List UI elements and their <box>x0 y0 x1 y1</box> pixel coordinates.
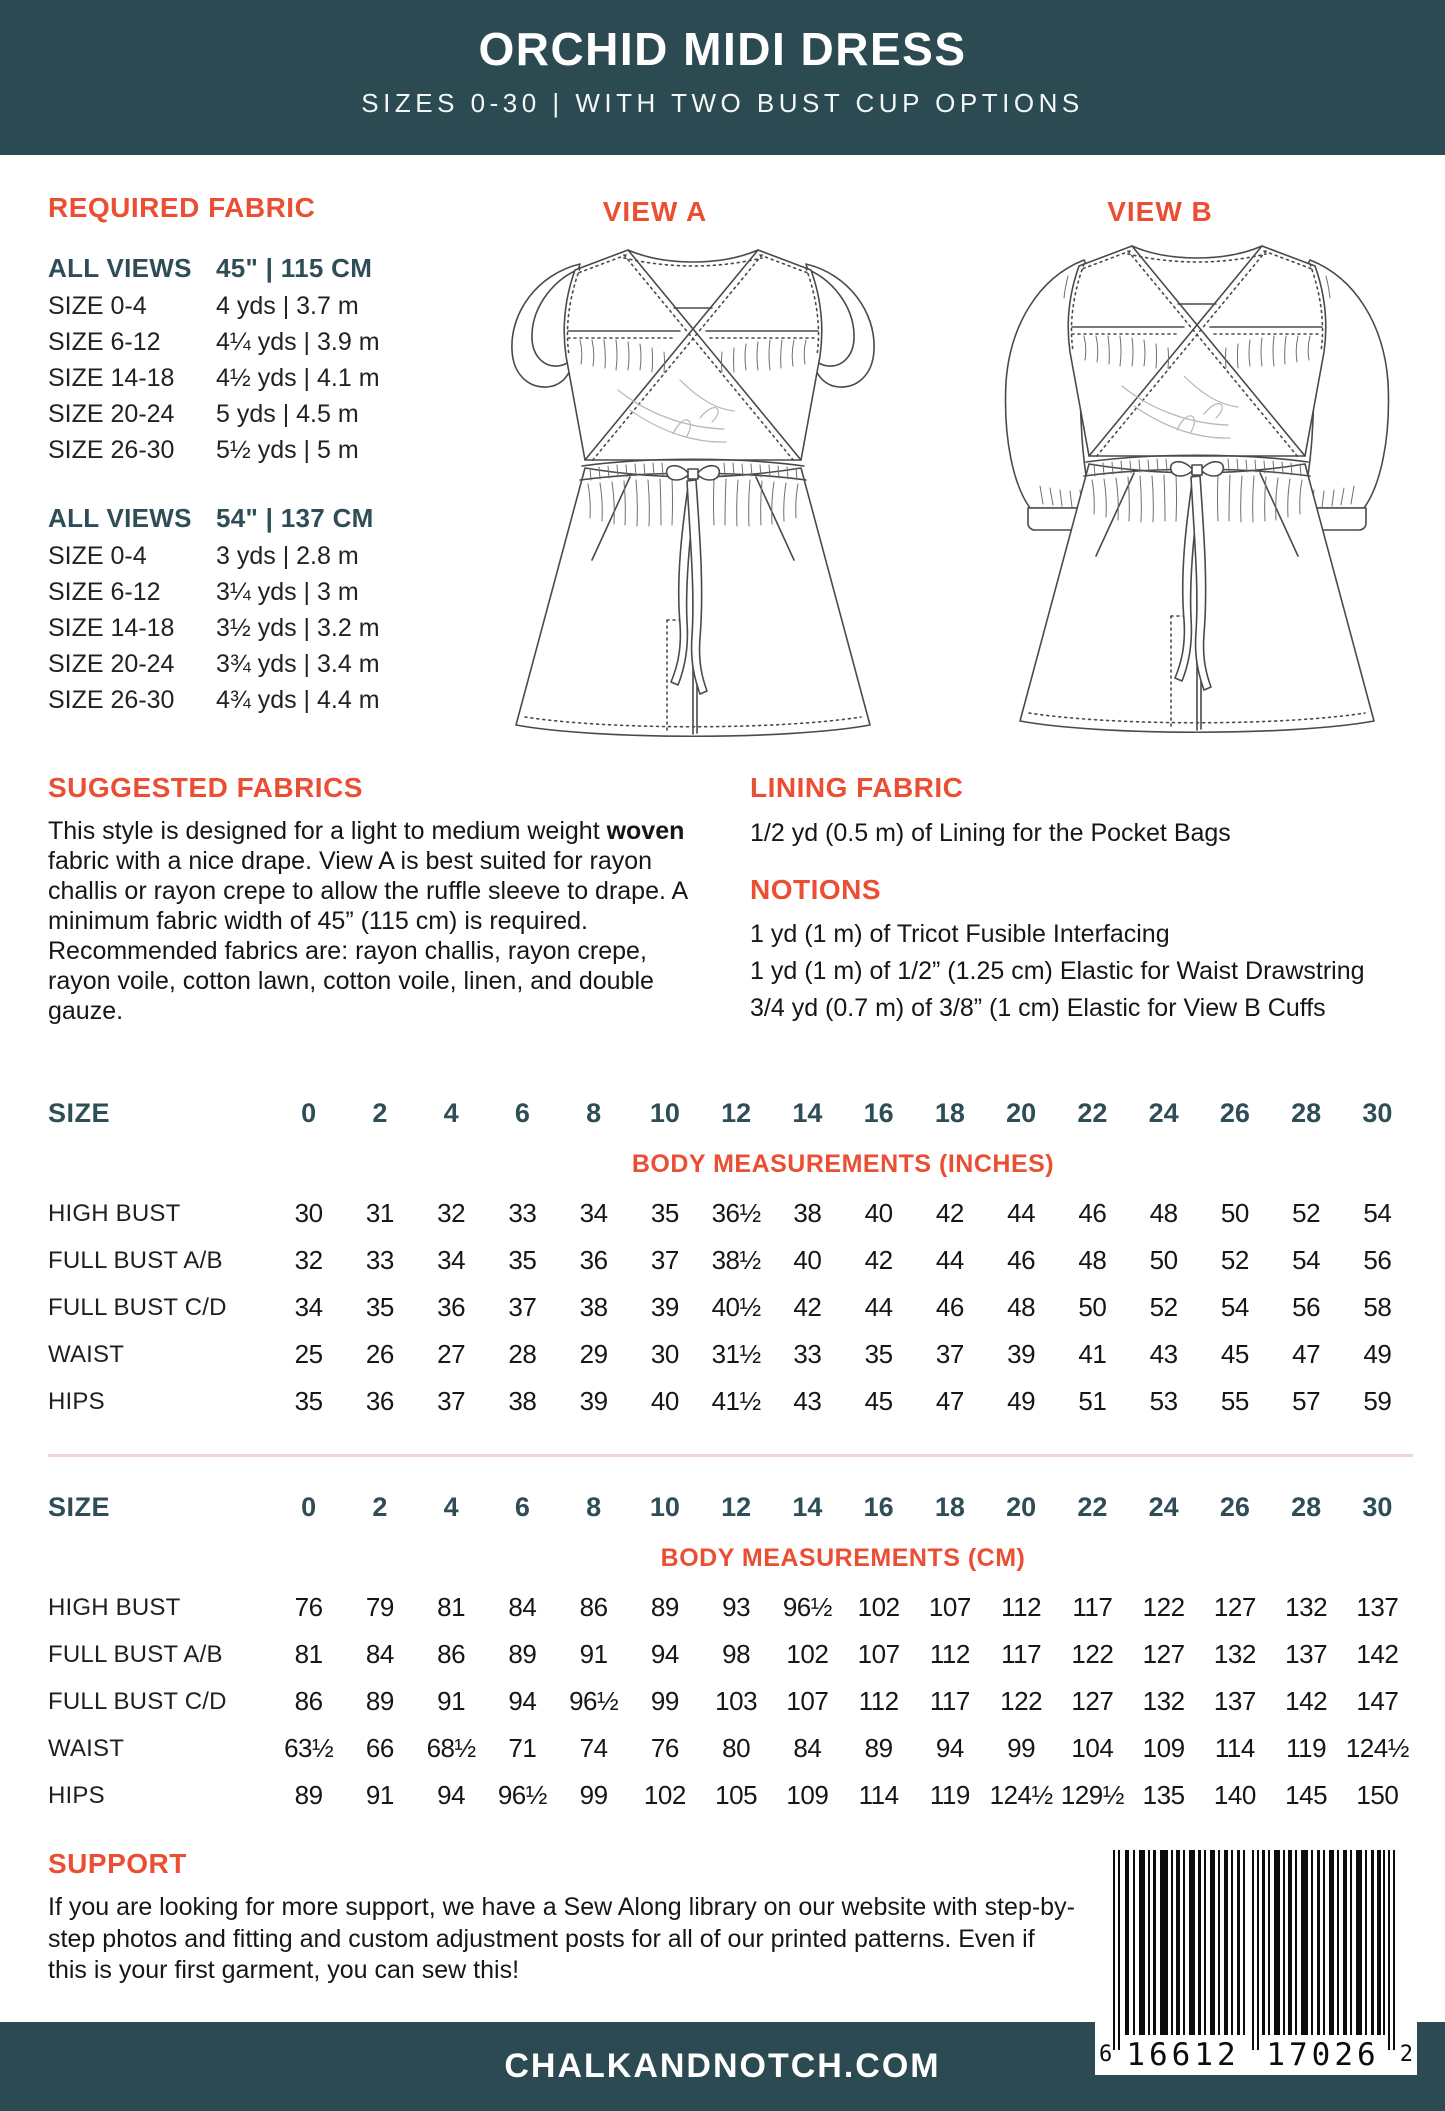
size-column-header: 24 <box>1148 1491 1179 1522</box>
fabric-group <box>48 498 488 718</box>
measurement-value: 89 <box>365 1686 394 1716</box>
measurement-value: 31½ <box>711 1339 761 1369</box>
size-header-row <box>48 1482 1413 1532</box>
measurement-value: 109 <box>786 1780 829 1810</box>
measurement-label: FULL BUST C/D <box>48 1687 227 1715</box>
measurement-value: 52 <box>1149 1292 1178 1322</box>
measurement-value: 104 <box>1071 1733 1114 1763</box>
barcode-digits-group1: 16612 <box>1126 2037 1240 2073</box>
size-column-header: 30 <box>1362 1491 1393 1522</box>
measurement-label: HIPS <box>48 1387 105 1415</box>
measurement-value: 99 <box>579 1780 608 1810</box>
view-b-illustration <box>972 224 1422 744</box>
measurement-value: 86 <box>579 1592 608 1622</box>
measurement-value: 56 <box>1292 1292 1321 1322</box>
measurement-value: 32 <box>294 1245 323 1275</box>
measurement-value: 127 <box>1213 1592 1256 1622</box>
size-column-header: 0 <box>301 1491 317 1522</box>
fabric-row-amount: 3½ yds | 3.2 m <box>216 613 380 642</box>
measurement-value: 66 <box>365 1733 394 1763</box>
barcode-digits-group2: 17026 <box>1266 2037 1380 2073</box>
measurement-value: 52 <box>1292 1198 1321 1228</box>
measurement-value: 122 <box>1071 1639 1114 1669</box>
measurement-value: 33 <box>365 1245 394 1275</box>
measurement-value: 84 <box>508 1592 537 1622</box>
measurement-value: 94 <box>508 1686 537 1716</box>
measurement-value: 36 <box>365 1386 394 1416</box>
fabric-row-amount: 4 yds | 3.7 m <box>216 291 359 320</box>
measurement-value: 30 <box>650 1339 679 1369</box>
measurement-value: 122 <box>1142 1592 1185 1622</box>
measurement-value: 96½ <box>782 1592 832 1622</box>
measurement-value: 114 <box>1214 1733 1255 1763</box>
measurement-value: 42 <box>935 1198 964 1228</box>
measurement-value: 40½ <box>711 1292 761 1322</box>
measurement-value: 117 <box>1001 1639 1042 1669</box>
suggested-text-bold: woven <box>606 817 685 845</box>
measurement-value: 46 <box>1007 1245 1036 1275</box>
measurement-value: 43 <box>1149 1339 1178 1369</box>
measurement-label: HIGH BUST <box>48 1199 181 1227</box>
measurement-value: 107 <box>786 1686 829 1716</box>
fabric-group-header <box>48 248 488 288</box>
size-header-label: SIZE <box>48 1097 111 1128</box>
measurement-value: 35 <box>864 1339 893 1369</box>
measurement-value: 107 <box>928 1592 971 1622</box>
measurement-section-label <box>273 1532 1413 1584</box>
measurement-value: 44 <box>1007 1198 1036 1228</box>
measurement-value: 34 <box>437 1245 466 1275</box>
fabric-row-amount: 4¼ yds | 3.9 m <box>216 327 380 356</box>
measurement-row <box>48 1237 1413 1284</box>
measurement-value: 44 <box>864 1292 893 1322</box>
fabric-group-label: ALL VIEWS <box>48 252 192 283</box>
measurement-value: 132 <box>1213 1639 1256 1669</box>
support-heading: SUPPORT <box>48 1848 187 1879</box>
size-column-header: 18 <box>934 1491 965 1522</box>
measurement-value: 55 <box>1220 1386 1249 1416</box>
measurement-value: 102 <box>786 1639 829 1669</box>
measurement-row <box>48 1584 1413 1631</box>
measurement-value: 42 <box>793 1292 822 1322</box>
fabric-row-size: SIZE 26-30 <box>48 435 175 464</box>
fabric-row <box>48 646 488 682</box>
measurement-value: 52 <box>1220 1245 1249 1275</box>
measurement-value: 71 <box>508 1733 537 1763</box>
size-column-header: 12 <box>721 1097 752 1128</box>
measurement-value: 107 <box>857 1639 900 1669</box>
required-fabric-section <box>48 192 488 748</box>
fabric-group-header <box>48 498 488 538</box>
measurement-row <box>48 1331 1413 1378</box>
measurement-value: 135 <box>1142 1780 1185 1810</box>
size-column-header: 14 <box>792 1491 823 1522</box>
measurement-value: 48 <box>1149 1198 1178 1228</box>
size-column-header: 6 <box>514 1491 530 1522</box>
measurement-value: 53 <box>1149 1386 1178 1416</box>
suggested-fabrics-section <box>48 772 703 1026</box>
fabric-row <box>48 574 488 610</box>
lining-fabric-heading: LINING FABRIC <box>750 772 964 803</box>
measurement-value: 35 <box>294 1386 323 1416</box>
measurement-row <box>48 1772 1413 1819</box>
fabric-row-size: SIZE 26-30 <box>48 685 175 714</box>
size-column-header: 0 <box>301 1097 317 1128</box>
fabric-row <box>48 432 488 468</box>
suggested-text-after: fabric with a nice drape. View A is best suited for rayon challis or rayon crepe to allow the ruffle sleeve to drape. A minimum fabric width of 45” (115 cm) is required. Recommended fabrics are: rayon challis, rayon crepe, rayon voile, cotton lawn, cotton voile, linen, and double gauze. <box>48 847 687 1025</box>
measurement-value: 74 <box>579 1733 608 1763</box>
fabric-row-size: SIZE 14-18 <box>48 363 175 392</box>
measurement-value: 50 <box>1078 1292 1107 1322</box>
size-header-row <box>48 1088 1413 1138</box>
size-column-header: 22 <box>1077 1097 1108 1128</box>
lining-fabric-text: 1/2 yd (0.5 m) of Lining for the Pocket Bags <box>750 819 1231 847</box>
measurement-value: 46 <box>1078 1198 1107 1228</box>
measurement-value: 37 <box>935 1339 964 1369</box>
measurement-value: 36 <box>579 1245 608 1275</box>
fabric-row-amount: 3¾ yds | 3.4 m <box>216 649 380 678</box>
measurement-value: 86 <box>294 1686 323 1716</box>
fabric-row <box>48 360 488 396</box>
measurement-value: 91 <box>365 1780 394 1810</box>
measurement-value: 103 <box>715 1686 758 1716</box>
measurement-value: 119 <box>1286 1733 1327 1763</box>
measurement-value: 94 <box>650 1639 679 1669</box>
fabric-row <box>48 324 488 360</box>
barcode-digit-lead: 6 <box>1099 2042 1113 2067</box>
page-title: ORCHID MIDI DRESS <box>478 23 967 75</box>
required-fabric-heading: REQUIRED FABRIC <box>48 192 316 223</box>
measurement-value: 84 <box>793 1733 822 1763</box>
fabric-row-size: SIZE 0-4 <box>48 541 147 570</box>
measurement-value: 142 <box>1285 1686 1328 1716</box>
notions-list <box>750 916 1420 1027</box>
measurement-section-label <box>273 1138 1413 1190</box>
size-column-header: 14 <box>792 1097 823 1128</box>
measurement-value: 84 <box>365 1639 394 1669</box>
measurement-value: 76 <box>650 1733 679 1763</box>
size-column-header: 12 <box>721 1491 752 1522</box>
measurement-value: 79 <box>365 1592 394 1622</box>
measurement-value: 137 <box>1356 1592 1399 1622</box>
fabric-row-size: SIZE 20-24 <box>48 649 175 678</box>
size-column-header: 16 <box>863 1491 894 1522</box>
measurement-value: 41 <box>1078 1339 1107 1369</box>
measurement-value: 29 <box>579 1339 608 1369</box>
measurement-value: 54 <box>1292 1245 1321 1275</box>
measurement-value: 48 <box>1078 1245 1107 1275</box>
measurement-value: 98 <box>722 1639 751 1669</box>
measurement-value: 45 <box>1220 1339 1249 1369</box>
size-column-header: 8 <box>586 1491 602 1522</box>
measurement-value: 54 <box>1363 1198 1392 1228</box>
measurement-value: 59 <box>1363 1386 1392 1416</box>
measurement-value: 34 <box>294 1292 323 1322</box>
fabric-group-width: 54" | 137 CM <box>216 502 374 533</box>
measurement-value: 132 <box>1142 1686 1185 1716</box>
measurement-row <box>48 1378 1413 1425</box>
fabric-row-amount: 5 yds | 4.5 m <box>216 399 359 428</box>
fabric-row <box>48 288 488 324</box>
measurement-value: 124½ <box>989 1780 1053 1810</box>
measurement-value: 147 <box>1356 1686 1399 1716</box>
notion-item: 1 yd (1 m) of Tricot Fusible Interfacing <box>750 920 1170 948</box>
measurement-value: 86 <box>437 1639 466 1669</box>
size-column-header: 20 <box>1006 1491 1037 1522</box>
measurement-value: 137 <box>1285 1639 1328 1669</box>
fabric-row-amount: 3 yds | 2.8 m <box>216 541 359 570</box>
page-subtitle: SIZES 0-30 | WITH TWO BUST CUP OPTIONS <box>361 88 1084 118</box>
measurement-value: 94 <box>437 1780 466 1810</box>
measurement-value: 102 <box>857 1592 900 1622</box>
measurement-value: 30 <box>294 1198 323 1228</box>
fabric-row-size: SIZE 0-4 <box>48 291 147 320</box>
measurement-value: 49 <box>1007 1386 1036 1416</box>
support-section <box>48 1848 1078 1987</box>
size-column-header: 22 <box>1077 1491 1108 1522</box>
measurement-value: 119 <box>929 1780 970 1810</box>
measurement-value: 36 <box>437 1292 466 1322</box>
measurement-value: 89 <box>650 1592 679 1622</box>
measurement-value: 112 <box>858 1686 899 1716</box>
measurement-value: 99 <box>650 1686 679 1716</box>
measurement-value: 46 <box>935 1292 964 1322</box>
measurement-value: 129½ <box>1060 1780 1124 1810</box>
measurement-value: 89 <box>508 1639 537 1669</box>
measurement-value: 122 <box>1000 1686 1043 1716</box>
barcode-bars <box>1095 1845 1417 2075</box>
measurement-value: 45 <box>864 1386 893 1416</box>
size-column-header: 26 <box>1219 1491 1250 1522</box>
measurement-value: 112 <box>929 1639 970 1669</box>
measurement-value: 39 <box>650 1292 679 1322</box>
measurement-label: HIGH BUST <box>48 1593 181 1621</box>
measurement-value: 40 <box>864 1198 893 1228</box>
fabric-row <box>48 610 488 646</box>
measurement-value: 102 <box>643 1780 686 1810</box>
measurement-value: 91 <box>437 1686 466 1716</box>
measurement-value: 142 <box>1356 1639 1399 1669</box>
measurement-value: 57 <box>1292 1386 1321 1416</box>
size-column-header: 28 <box>1291 1491 1322 1522</box>
measurement-value: 89 <box>864 1733 893 1763</box>
measurement-value: 43 <box>793 1386 822 1416</box>
measurement-label: FULL BUST A/B <box>48 1640 223 1668</box>
measurement-label: FULL BUST C/D <box>48 1293 227 1321</box>
table-divider <box>48 1454 1413 1457</box>
size-column-header: 28 <box>1291 1097 1322 1128</box>
fabric-row-amount: 5½ yds | 5 m <box>216 435 359 464</box>
measurement-value: 44 <box>935 1245 964 1275</box>
notions-heading: NOTIONS <box>750 874 882 905</box>
measurement-value: 93 <box>722 1592 751 1622</box>
dress-body <box>516 250 870 736</box>
lining-notions-column <box>750 772 1420 1027</box>
fabric-row <box>48 396 488 432</box>
measurement-value: 51 <box>1078 1386 1107 1416</box>
measurement-row <box>48 1678 1413 1725</box>
measurement-value: 68½ <box>426 1733 476 1763</box>
size-column-header: 18 <box>934 1097 965 1128</box>
measurement-value: 54 <box>1220 1292 1249 1322</box>
measurement-value: 35 <box>508 1245 537 1275</box>
fabric-row-amount: 4¾ yds | 4.4 m <box>216 685 380 714</box>
support-text: If you are looking for more support, we have a Sew Along library on our website with step-by-step photos and fitting and custom adjustment posts for all of our printed patterns. Even if this is your first garment, you can sew this! <box>48 1893 1075 1984</box>
suggested-text-before: This style is designed for a light to medium weight <box>48 817 607 845</box>
measurement-value: 150 <box>1356 1780 1399 1810</box>
fabric-row-amount: 4½ yds | 4.1 m <box>216 363 380 392</box>
size-column-header: 16 <box>863 1097 894 1128</box>
measurement-value: 31 <box>365 1198 394 1228</box>
measurement-value: 34 <box>579 1198 608 1228</box>
measurement-value: 127 <box>1071 1686 1114 1716</box>
measurement-value: 39 <box>1007 1339 1036 1369</box>
measurement-value: 50 <box>1220 1198 1249 1228</box>
measurement-value: 117 <box>929 1686 970 1716</box>
measurement-value: 37 <box>650 1245 679 1275</box>
size-column-header: 2 <box>372 1491 388 1522</box>
measurement-value: 38½ <box>711 1245 761 1275</box>
barcode-digit-check: 2 <box>1399 2042 1413 2067</box>
measurement-value: 33 <box>508 1198 537 1228</box>
measurement-label: WAIST <box>48 1340 125 1368</box>
size-column-header: 4 <box>443 1491 459 1522</box>
measurement-label: HIPS <box>48 1781 105 1809</box>
measurement-value: 76 <box>294 1592 323 1622</box>
size-column-header: 24 <box>1148 1097 1179 1128</box>
measurement-row <box>48 1284 1413 1331</box>
measurement-value: 81 <box>437 1592 466 1622</box>
measurement-value: 94 <box>935 1733 964 1763</box>
measurement-value: 47 <box>935 1386 964 1416</box>
size-column-header: 26 <box>1219 1097 1250 1128</box>
size-column-header: 4 <box>443 1097 459 1128</box>
measurement-value: 49 <box>1363 1339 1392 1369</box>
notion-item: 3/4 yd (0.7 m) of 3/8” (1 cm) Elastic for View B Cuffs <box>750 994 1326 1022</box>
measurement-value: 39 <box>579 1386 608 1416</box>
section-label-text: BODY MEASUREMENTS (INCHES) <box>631 1149 1055 1178</box>
measurement-value: 109 <box>1142 1733 1185 1763</box>
measurement-value: 80 <box>722 1733 751 1763</box>
measurement-row <box>48 1631 1413 1678</box>
measurement-value: 32 <box>437 1198 466 1228</box>
measurement-value: 81 <box>294 1639 323 1669</box>
measurement-value: 50 <box>1149 1245 1178 1275</box>
view-a-illustration <box>468 228 918 748</box>
fabric-group-label: ALL VIEWS <box>48 502 192 533</box>
fabric-row <box>48 682 488 718</box>
size-table-inches <box>48 1088 1413 1425</box>
size-header-label: SIZE <box>48 1491 111 1522</box>
measurement-value: 145 <box>1285 1780 1328 1810</box>
measurement-value: 25 <box>294 1339 323 1369</box>
fabric-group-width: 45" | 115 CM <box>216 252 373 283</box>
size-column-header: 6 <box>514 1097 530 1128</box>
measurement-value: 105 <box>715 1780 758 1810</box>
measurement-value: 26 <box>365 1339 394 1369</box>
measurement-value: 35 <box>650 1198 679 1228</box>
measurement-value: 33 <box>793 1339 822 1369</box>
measurement-value: 47 <box>1292 1339 1321 1369</box>
fabric-row <box>48 538 488 574</box>
suggested-fabrics-heading: SUGGESTED FABRICS <box>48 772 363 803</box>
measurement-value: 112 <box>1001 1592 1042 1622</box>
measurement-label: WAIST <box>48 1734 125 1762</box>
measurement-value: 38 <box>793 1198 822 1228</box>
measurement-value: 127 <box>1142 1639 1185 1669</box>
measurement-value: 41½ <box>711 1386 761 1416</box>
measurement-value: 114 <box>858 1780 899 1810</box>
fabric-row-size: SIZE 20-24 <box>48 399 175 428</box>
measurement-value: 27 <box>437 1339 466 1369</box>
header-band <box>0 0 1445 155</box>
website-text: CHALKANDNOTCH.COM <box>504 2047 941 2085</box>
measurement-value: 37 <box>437 1386 466 1416</box>
measurement-value: 132 <box>1285 1592 1328 1622</box>
size-table-cm <box>48 1482 1413 1819</box>
measurement-value: 124½ <box>1345 1733 1409 1763</box>
measurement-value: 35 <box>365 1292 394 1322</box>
size-column-header: 30 <box>1362 1097 1393 1128</box>
measurement-value: 56 <box>1363 1245 1392 1275</box>
size-column-header: 2 <box>372 1097 388 1128</box>
measurement-row <box>48 1190 1413 1237</box>
size-column-header: 20 <box>1006 1097 1037 1128</box>
measurement-value: 42 <box>864 1245 893 1275</box>
measurement-label: FULL BUST A/B <box>48 1246 223 1274</box>
notion-item: 1 yd (1 m) of 1/2” (1.25 cm) Elastic for Waist Drawstring <box>750 957 1365 985</box>
fabric-row-amount: 3¼ yds | 3 m <box>216 577 359 606</box>
required-fabric-groups <box>48 248 488 718</box>
measurement-value: 38 <box>579 1292 608 1322</box>
size-column-header: 10 <box>649 1097 680 1128</box>
measurement-value: 99 <box>1007 1733 1036 1763</box>
suggested-fabrics-text <box>48 816 703 1026</box>
view-b-label: VIEW B <box>1107 196 1213 227</box>
fabric-group <box>48 248 488 468</box>
size-column-header: 10 <box>649 1491 680 1522</box>
measurement-value: 96½ <box>569 1686 619 1716</box>
measurement-value: 63½ <box>284 1733 334 1763</box>
measurement-value: 37 <box>508 1292 537 1322</box>
measurement-row <box>48 1725 1413 1772</box>
measurement-value: 117 <box>1072 1592 1113 1622</box>
measurement-value: 91 <box>579 1639 608 1669</box>
view-a-label: VIEW A <box>602 196 708 227</box>
fabric-row-size: SIZE 14-18 <box>48 613 175 642</box>
measurement-value: 89 <box>294 1780 323 1810</box>
measurement-value: 48 <box>1007 1292 1036 1322</box>
measurement-value: 58 <box>1363 1292 1392 1322</box>
size-column-header: 8 <box>586 1097 602 1128</box>
section-label-text: BODY MEASUREMENTS (CM) <box>660 1543 1026 1572</box>
measurement-value: 137 <box>1213 1686 1256 1716</box>
fabric-row-size: SIZE 6-12 <box>48 577 161 606</box>
measurement-value: 140 <box>1213 1780 1256 1810</box>
barcode <box>1095 1845 1417 2075</box>
measurement-value: 96½ <box>497 1780 547 1810</box>
measurement-value: 28 <box>508 1339 537 1369</box>
measurement-value: 40 <box>793 1245 822 1275</box>
measurement-value: 40 <box>650 1386 679 1416</box>
measurement-value: 38 <box>508 1386 537 1416</box>
measurement-value: 36½ <box>711 1198 761 1228</box>
fabric-row-size: SIZE 6-12 <box>48 327 161 356</box>
